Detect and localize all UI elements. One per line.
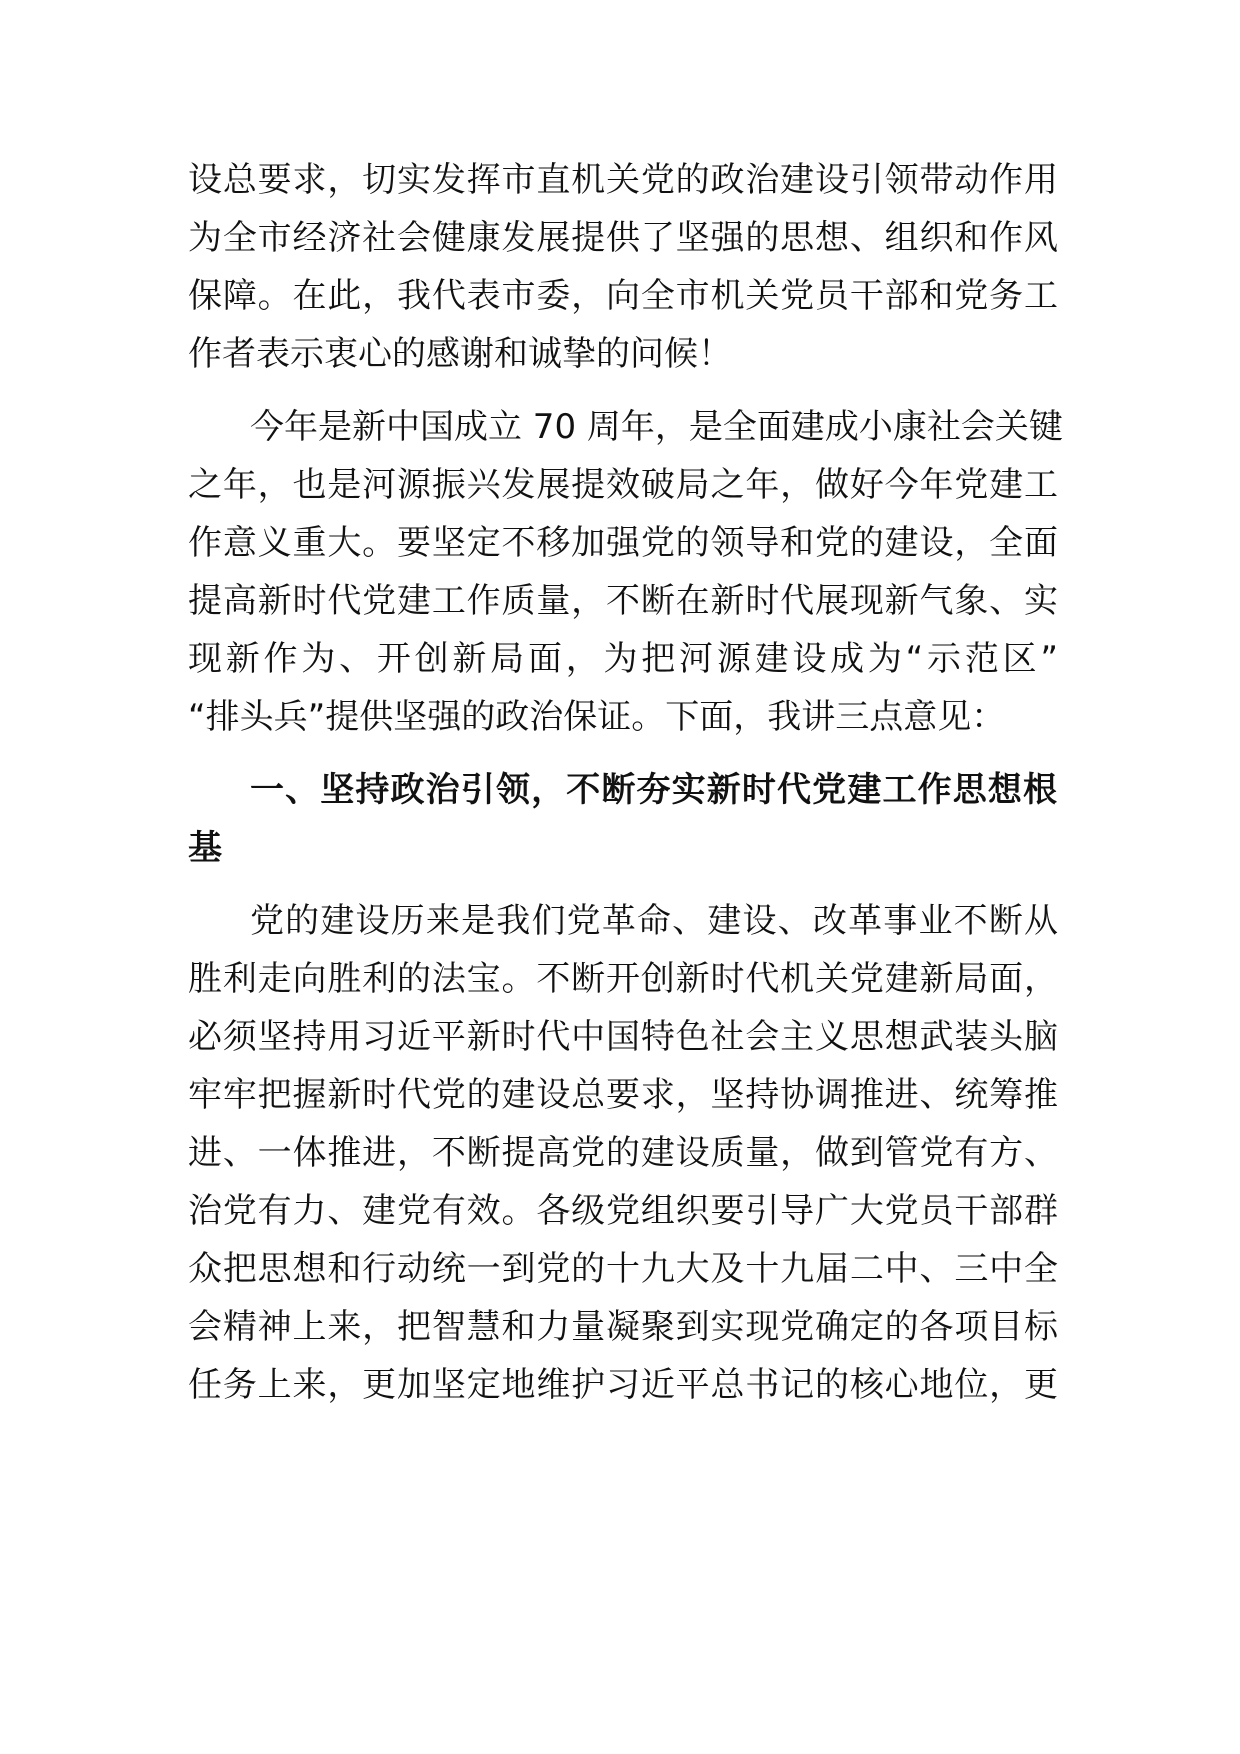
text-line: 众把思想和行动统一到党的十九大及十九届二中、三中全 [188, 1249, 1058, 1289]
text-line: 作意义重大。要坚定不移加强党的领导和党的建设，全面 [188, 523, 1058, 563]
text-line: 设总要求，切实发挥市直机关党的政治建设引领带动作用 [188, 160, 1058, 200]
section-heading: 一、坚持政治引领，不断夯实新时代党建工作思想根 [250, 770, 1058, 810]
text-line: 进、一体推进，不断提高党的建设质量，做到管党有方、 [188, 1133, 1058, 1173]
paragraph-first-line: 党的建设历来是我们党革命、建设、改革事业不断从 [250, 901, 1058, 941]
text-line: 任务上来，更加坚定地维护习近平总书记的核心地位，更 [188, 1365, 1058, 1405]
text-line: 必须坚持用习近平新时代中国特色社会主义思想武装头脑 [188, 1017, 1058, 1057]
text-line: 会精神上来，把智慧和力量凝聚到实现党确定的各项目标 [188, 1307, 1058, 1347]
text-line: 治党有力、建党有效。各级党组织要引导广大党员干部群 [188, 1191, 1058, 1231]
paragraph-first-line: 今年是新中国成立 70 周年，是全面建成小康社会关键 [250, 407, 1063, 447]
section-heading-continuation: 基 [188, 828, 223, 868]
text-line: 作者表示衷心的感谢和诚挚的问候！ [188, 334, 732, 374]
text-line: 提高新时代党建工作质量，不断在新时代展现新气象、实 [188, 581, 1058, 621]
text-line: “排头兵”提供坚强的政治保证。下面，我讲三点意见： [188, 697, 1006, 737]
text-line: 牢牢把握新时代党的建设总要求，坚持协调推进、统筹推 [188, 1075, 1058, 1115]
text-line: 现新作为、开创新局面，为把河源建设成为“示范区” [188, 639, 1058, 679]
text-line: 之年，也是河源振兴发展提效破局之年，做好今年党建工 [188, 465, 1058, 505]
text-line: 胜利走向胜利的法宝。不断开创新时代机关党建新局面， [188, 959, 1058, 999]
text-line: 为全市经济社会健康发展提供了坚强的思想、组织和作风 [188, 218, 1058, 258]
text-line: 保障。在此，我代表市委，向全市机关党员干部和党务工 [188, 276, 1058, 316]
